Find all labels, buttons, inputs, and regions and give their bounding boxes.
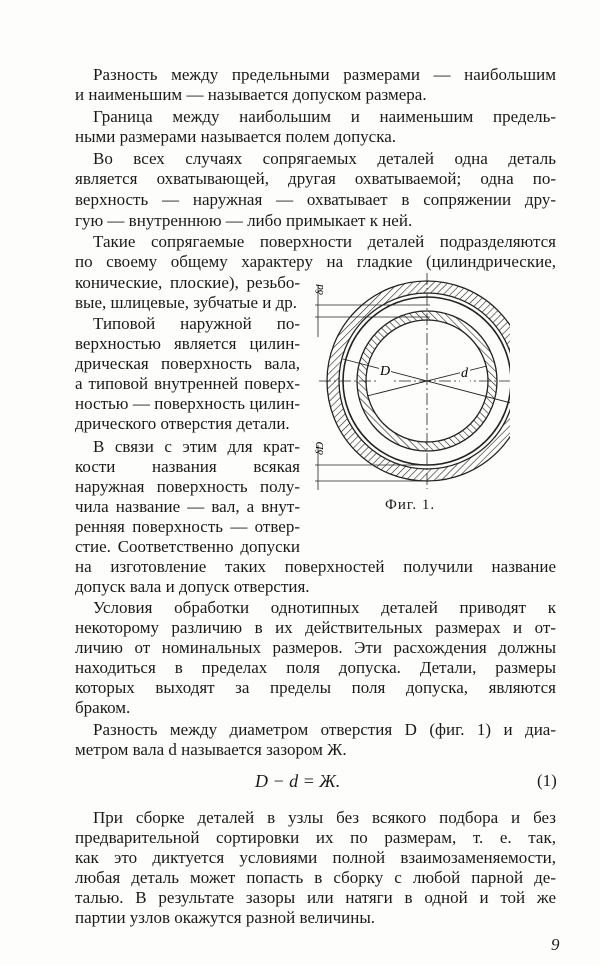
text-line: любая деталь может попасть в сборку с любой парной де- [75,868,556,887]
text-line: ностью — поверхность цилин- [75,394,300,413]
text-line: как это диктуется условиями полной взаимозаменяемости, [75,848,556,867]
text-line: и наименьшим — называется допуском размера. [75,85,427,104]
text-line: браком. [75,698,131,717]
text-line: допуск вала и допуск отверстия. [75,577,310,596]
text-line: которых выходят за пределы поля допуска, являются [75,678,556,697]
text-line: личию от номинальных размеров. Эти расхождения должны [75,638,556,657]
text-line: находиться в пределах поля допуска. Детали, размеры [75,658,556,677]
text-line: Граница между наибольшим и наименьшим предель- [93,107,556,126]
label-delta-d: δd [314,284,326,295]
text-line: дрическая поверхность вала, [75,354,300,373]
text-line: конические, плоские), резьбо- [75,273,300,292]
text-line: на изготовление таких поверхностей получили название [75,557,556,576]
figure-1-shaft-hole-diagram [300,265,510,490]
text-line: является охватывающей, другая охватываемой; одна по- [75,169,556,188]
label-d: d [461,366,468,381]
label-D: D [380,364,391,379]
text-line: стие. Соответственно допуски [75,537,300,556]
text-line: ными размерами называется полем допуска. [75,127,397,146]
text-line: талью. В результате зазоры или натяги в одной и той же [75,888,556,907]
text-line: Такие сопрягаемые поверхности деталей подразделяются [93,232,556,251]
text-line: Разность между диаметром отверстия D (фиг. 1) и диа- [93,720,556,739]
text-line: ренняя поверхность — отвер- [75,517,300,536]
equation-number: (1) [537,771,557,790]
text-line: а типовой внутренней поверх- [75,374,300,393]
text-line: В связи с этим для крат- [93,437,300,456]
text-line: верхностью является цилин- [75,334,300,353]
figure-caption: Фиг. 1. [385,497,436,513]
text-line: чила название — вал, а внут- [75,497,300,516]
text-line: партии узлов окажутся разной величины. [75,908,375,927]
text-line: Во всех случаях сопрягаемых деталей одна деталь [93,149,556,168]
text-line: дрического отверстия детали. [75,414,290,433]
text-line: кости названия всякая [75,457,300,476]
text-line: При сборке деталей в узлы без всякого подбора и без [93,808,556,827]
text-line: метром вала d называется зазором Ж. [75,740,347,759]
text-line: наружная поверхность полу- [75,477,300,496]
text-line: предварительной сортировки их по размерам, т. е. так, [75,828,556,847]
text-line: некоторому различию в их действительных размерах и от- [75,618,556,637]
text-line: Условия обработки однотипных деталей приводят к [93,598,556,617]
text-line: верхность — наружная — охватывает в сопряжении дру- [75,190,556,209]
page-number: 9 [551,935,560,954]
text-line: Разность между предельными размерами — наибольшим [93,65,556,84]
label-delta-D: δD [314,441,326,455]
text-line: вые, шлицевые, зубчатые и др. [75,293,297,312]
text-line: гую — внутреннюю — либо примыкает к ней. [75,211,413,230]
text-line: по своему общему характеру на гладкие (цилиндрические, [75,252,556,271]
formula: D − d = Ж. [255,771,341,791]
text-line: Типовой наружной по- [93,314,300,333]
